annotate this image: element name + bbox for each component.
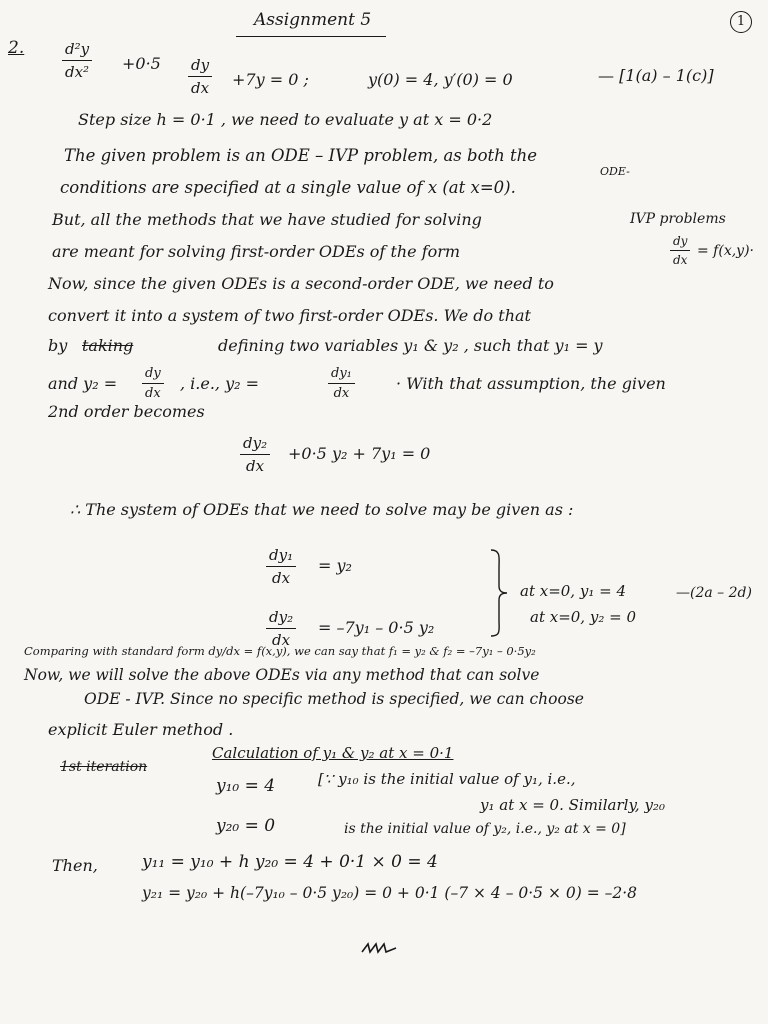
line-methods-ivp: IVP problems <box>630 211 726 227</box>
brace-icon <box>487 548 511 638</box>
line-comparing: Comparing with standard form dy/dx = f(x,y), we can say that f₁ = y₂ & f₂ = –7y₁ – 0·5y₂ <box>24 644 536 658</box>
sys1-derivative-den: dx <box>272 569 291 587</box>
ode-note: ODE- <box>600 165 630 178</box>
line-problem-type: The given problem is an ODE – IVP problem, as both the <box>64 146 538 165</box>
first-derivative-den: dx <box>191 79 210 97</box>
eq2-derivative <box>240 434 270 475</box>
y2-derivative-den: dx <box>145 386 161 401</box>
condition-ref: —(2a – 2d) <box>676 585 752 601</box>
form-derivative-num: dy <box>670 234 690 251</box>
form-derivative-den: dx <box>673 253 688 267</box>
sys2-derivative-den: dx <box>272 631 291 649</box>
condition-1: at x=0, y₁ = 4 <box>520 582 626 600</box>
sys2-derivative-num: dy₂ <box>266 608 296 629</box>
y10-note-1: [∵ y₁₀ is the initial value of y₁, i.e., <box>318 770 576 788</box>
line-ode-ivp: ODE - IVP. Since no specific method is specified, we can choose <box>84 690 584 708</box>
line-now-solve: Now, we will solve the above ODEs via any method that can solve <box>24 666 540 684</box>
line-defining: defining two variables y₁ & y₂ , such that y₁ = y <box>218 336 603 355</box>
calc-heading: Calculation of y₁ & y₂ at x = 0·1 <box>212 744 454 762</box>
line-second-order: Now, since the given ODEs is a second-order ODE, we need to <box>48 274 554 293</box>
sys1-derivative-num: dy₁ <box>266 546 296 567</box>
line-first-order: are meant for solving first-order ODEs of the form <box>52 242 461 261</box>
line-euler: explicit Euler method . <box>48 720 234 739</box>
eq-rest: +7y = 0 ; <box>232 70 309 89</box>
y2-derivative <box>142 366 164 401</box>
y10-note-2: y₁ at x = 0. Similarly, y₂₀ <box>480 796 665 814</box>
y20-value: y₂₀ = 0 <box>216 816 276 836</box>
y21-calc: y₂₁ = y₂₀ + h(–7y₁₀ – 0·5 y₂₀) = 0 + 0·1 (–7 × 4 – 0·5 × 0) = –2·8 <box>142 884 638 902</box>
first-derivative <box>188 56 212 97</box>
line-by: by <box>48 336 68 355</box>
title-underline <box>236 36 386 37</box>
line-assumption: · With that assumption, the given <box>396 374 666 393</box>
line-methods: But, all the methods that we have studied for solving <box>52 210 482 229</box>
form-derivative <box>670 234 690 267</box>
y1-derivative-num: dy₁ <box>328 366 355 384</box>
assignment-title: Assignment 5 <box>254 10 372 30</box>
sys1-derivative <box>266 546 296 587</box>
iteration-label: 1st iteration <box>60 759 148 775</box>
eq2-derivative-num: dy₂ <box>240 434 270 455</box>
condition-2: at x=0, y₂ = 0 <box>530 608 636 626</box>
squiggle-icon <box>360 938 400 958</box>
problem-number: 2. <box>8 38 25 58</box>
line-becomes: 2nd order becomes <box>48 402 205 421</box>
first-derivative-num: dy <box>188 56 212 77</box>
eq-coef: +0·5 <box>122 54 161 73</box>
line-convert: convert it into a system of two first-order ODEs. We do that <box>48 306 531 325</box>
line-ie: , i.e., y₂ = <box>180 374 260 393</box>
line-step-size: Step size h = 0·1 , we need to evaluate y at x = 0·2 <box>78 110 493 129</box>
line-and-y2: and y₂ = <box>48 374 118 393</box>
sys2-rest: = –7y₁ – 0·5 y₂ <box>318 618 435 637</box>
line-therefore: ∴ The system of ODEs that we need to solve may be given as : <box>70 500 574 519</box>
second-derivative-den: dx² <box>65 63 90 81</box>
y10-value: y₁₀ = 4 <box>216 776 276 796</box>
y11-calc: y₁₁ = y₁₀ + h y₂₀ = 4 + 0·1 × 0 = 4 <box>142 852 438 872</box>
second-derivative-num: d²y <box>62 40 92 61</box>
sys2-derivative <box>266 608 296 649</box>
initial-conditions: y(0) = 4, y′(0) = 0 <box>368 70 513 89</box>
eq2-derivative-den: dx <box>246 457 265 475</box>
y1-derivative-den: dx <box>333 386 350 401</box>
y2-derivative-num: dy <box>142 366 164 384</box>
y1-derivative <box>328 366 355 401</box>
then-label: Then, <box>52 856 98 875</box>
marks-reference: — [1(a) – 1(c)] <box>598 66 714 85</box>
page-number: 1 <box>730 11 752 33</box>
struck-word: taking <box>82 336 134 355</box>
sys1-rest: = y₂ <box>318 556 352 575</box>
eq2-rest: +0·5 y₂ + 7y₁ = 0 <box>288 444 431 463</box>
form-function: = f(x,y)· <box>697 243 754 259</box>
line-conditions: conditions are specified at a single value of x (at x=0). <box>60 178 516 197</box>
y20-note: is the initial value of y₂, i.e., y₂ at x = 0] <box>344 821 626 837</box>
second-derivative <box>62 40 92 81</box>
